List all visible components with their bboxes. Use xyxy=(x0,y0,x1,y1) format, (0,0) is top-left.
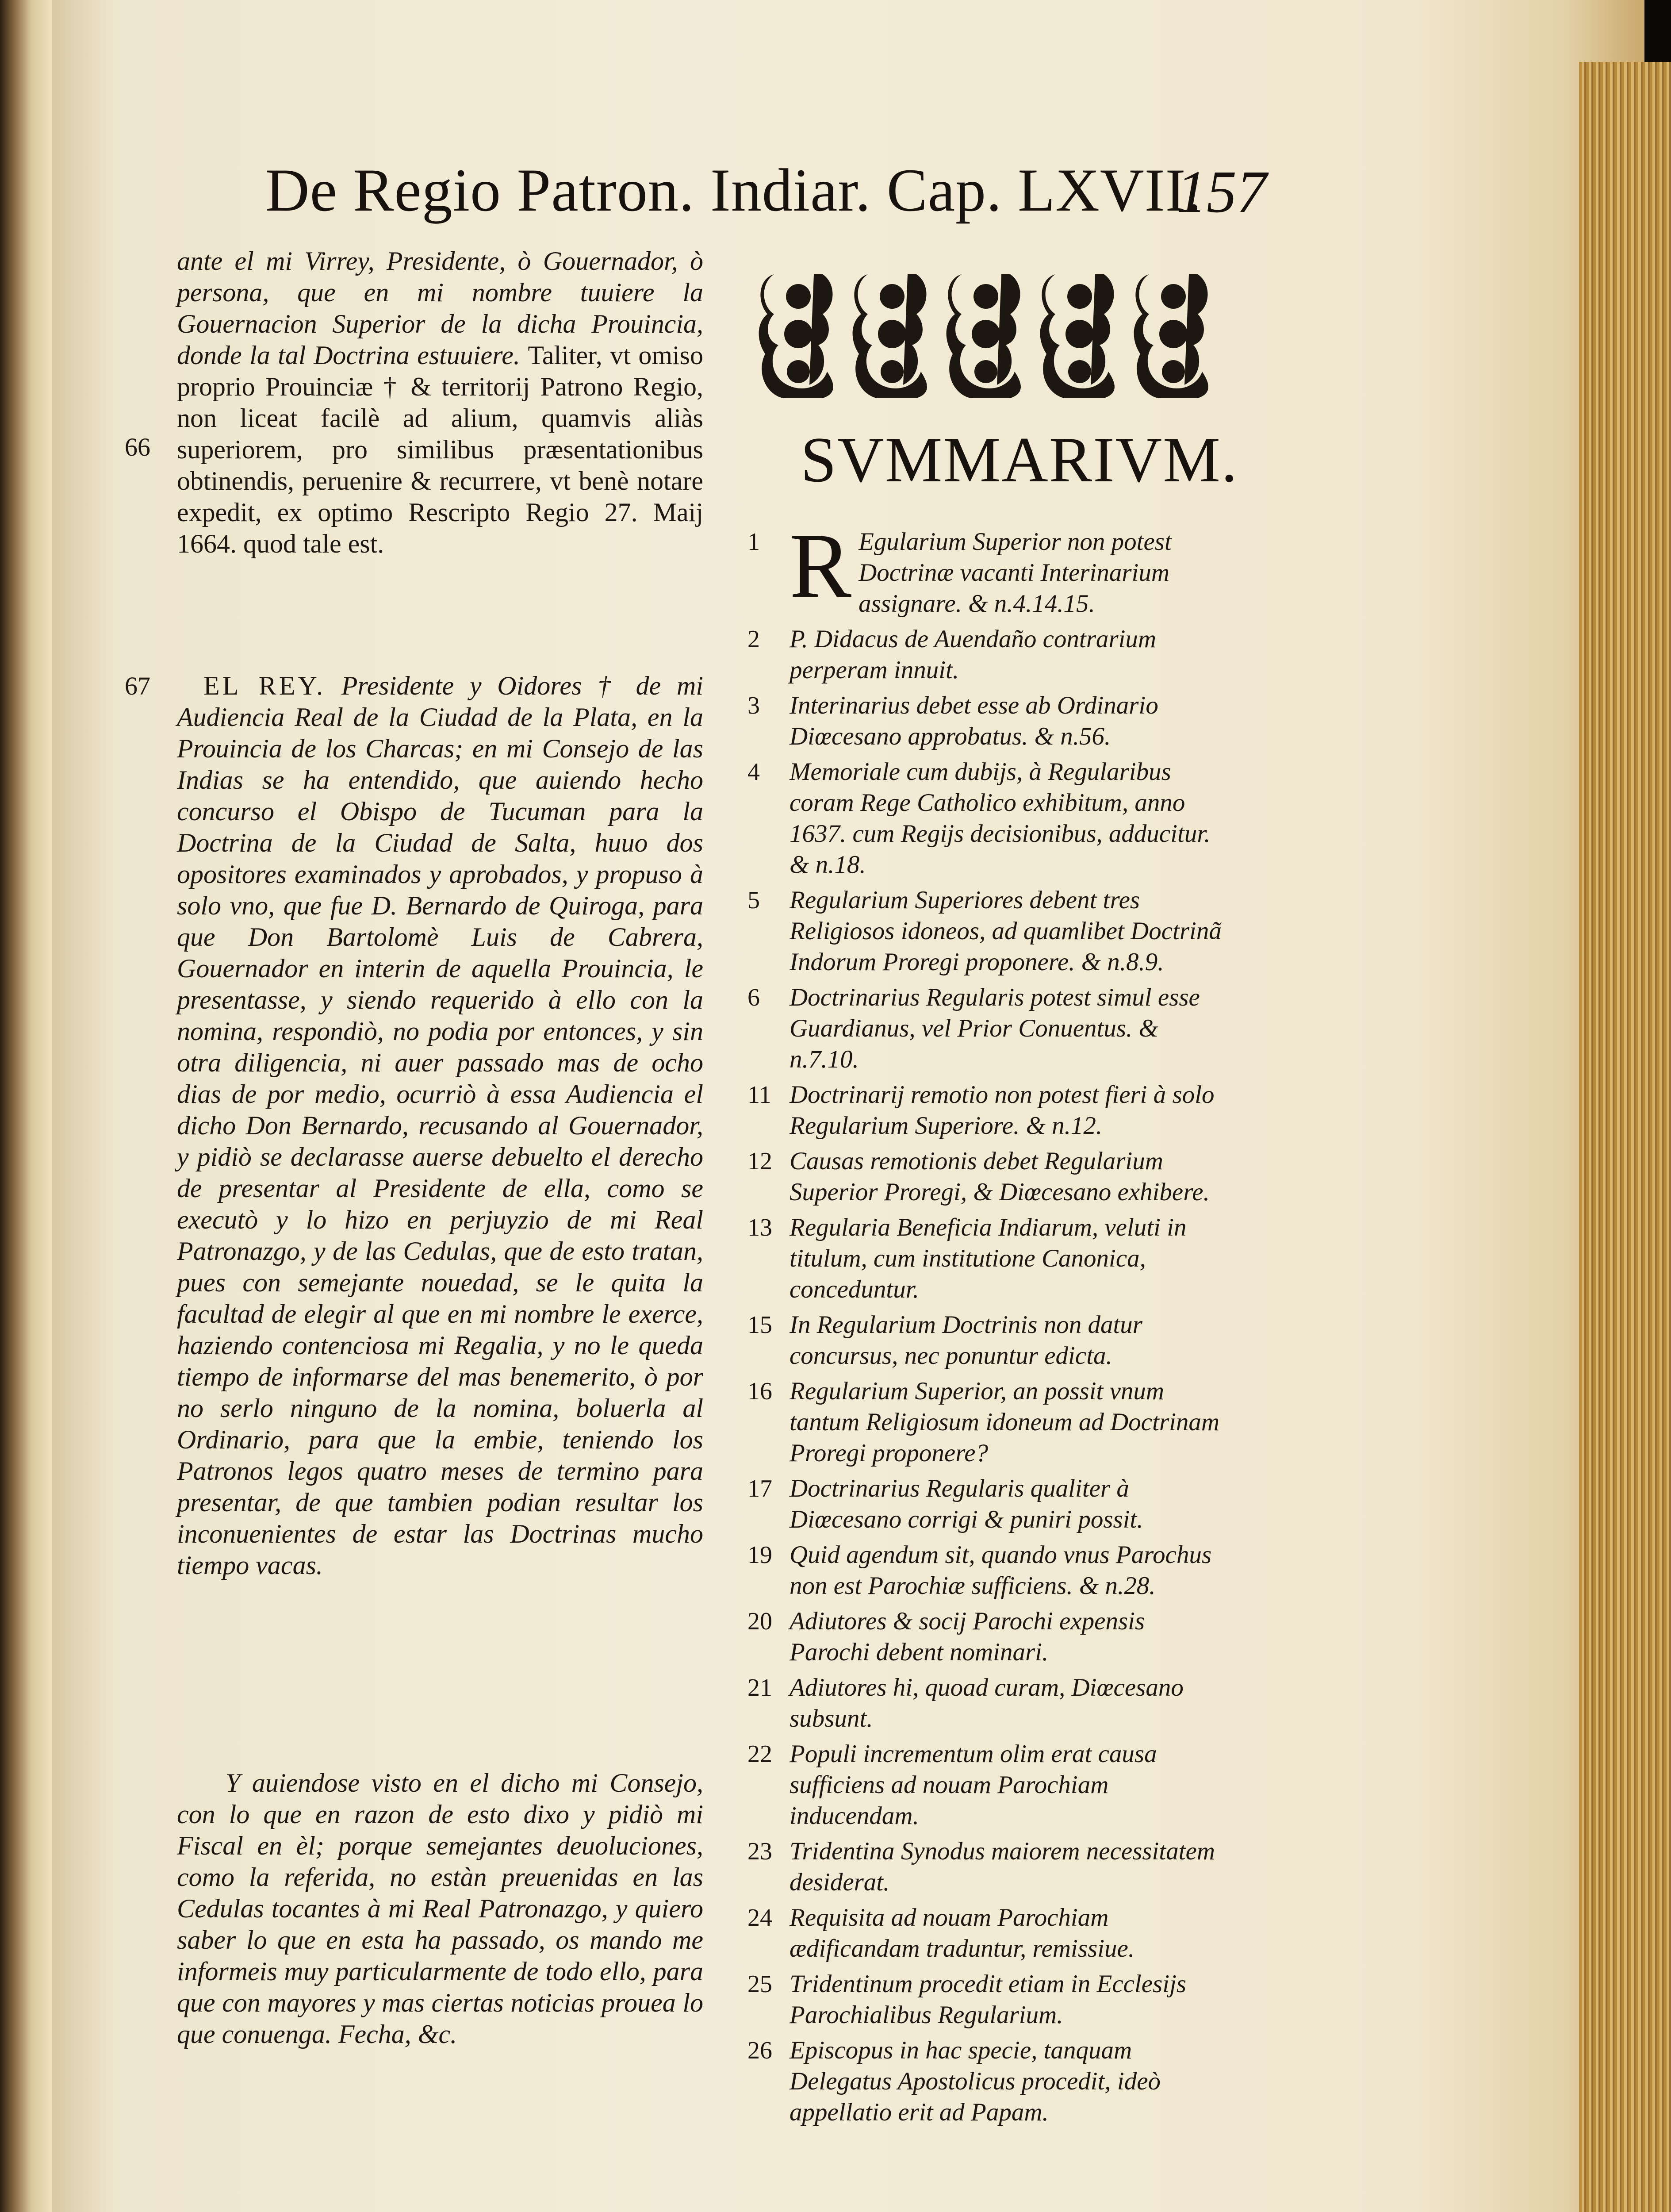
summary-item xyxy=(747,1146,1230,1208)
summary-item-number: 25 xyxy=(747,1970,772,1998)
running-head xyxy=(265,155,1305,226)
drop-cap: R xyxy=(790,515,852,617)
marginal-number-67: 67 xyxy=(125,672,150,700)
summary-item-text: Memoriale cum dubijs, à Regularibus coram Rege Catholico exhibitum, anno 1637. cum Regijs decisionibus, adducitur. & n.18. xyxy=(790,758,1211,879)
summary-item-number: 13 xyxy=(747,1214,772,1241)
summary-item-text: Doctrinarij remotio non potest fieri à solo Regularium Superiore. & n.12. xyxy=(790,1081,1215,1140)
summary-item xyxy=(747,690,1230,752)
summary-item-number: 6 xyxy=(747,984,760,1011)
summary-item-text: Episcopus in hac specie, tanquam Delegatus Apostolicus procedit, ideò appellatio erit ad Papam. xyxy=(790,2036,1161,2126)
summary-item xyxy=(747,1473,1230,1535)
summary-item xyxy=(747,1969,1230,2031)
el-rey-heading: EL REY. xyxy=(203,671,326,700)
running-head-title: De Regio Patron. Indiar. Cap. LXVII. xyxy=(265,156,1202,224)
page-fore-edge xyxy=(1579,62,1671,2212)
summary-item xyxy=(747,2035,1230,2128)
paragraph-2-text: Presidente y Oidores † de mi Audiencia Real de la Ciudad de la Plata, en la Prouincia de los Charcas; en mi Consejo de las Indias se ha entendido, que auiendo hecho concurso el Obispo de Tucuman para la Doctrina de la Ciudad de Salta, huuo dos opositores examinados y aprobados, y propuso à solo vno, que fue D. Bernardo de Quiroga, para que Don Bartolomè Luis de Cabrera, Gouernador en interin de aquella Prouincia, le presentasse, y siendo requerido à ello con la nomina, respondiò, no podia por entonces, y sin otra diligencia, ni auer passado mas de ocho dias de por medio, ocurriò à essa Audiencia el dicho Don Bernardo, recusando al Gouernador, y pidiò se declarasse auerse debuelto el derecho de presentar al Presidente de ella, como se executò y lo hizo en perjuyzio de mi Real Patronazgo, y de las Cedulas, que de esto tratan, pues con semejante nouedad, se le quita la facultad de elegir al que en mi nombre le exerce, haziendo contenciosa mi Regalia, y no le queda tiempo de informarse del mas benemerito, ò por no serlo ninguno de la nomina, boluerla al Ordinario, para que la embie, teniendo los Patronos legos quatro meses de termino para presentar, de que tambien podian resultar los inconuenientes de estar las Doctrinas mucho tiempo vacas. xyxy=(177,671,704,1580)
summary-item xyxy=(747,1836,1230,1898)
summary-item xyxy=(747,1212,1230,1305)
summary-item xyxy=(747,982,1230,1075)
summary-item-number: 11 xyxy=(747,1081,771,1109)
summary-item xyxy=(747,1310,1230,1371)
summary-item-text: Doctrinarius Regularis potest simul esse Guardianus, vel Prior Conuentus. & n.7.10. xyxy=(790,983,1200,1073)
summary-item-number: 3 xyxy=(747,692,760,719)
summary-item xyxy=(747,1739,1230,1832)
summary-item-text: Regularium Superiores debent tres Religiosos idoneos, ad quamlibet Doctrinã Indorum Proregi proponere. & n.8.9. xyxy=(790,886,1222,976)
summary-item xyxy=(747,1376,1230,1469)
summary-item-number: 17 xyxy=(747,1475,772,1502)
summary-item-text: Doctrinarius Regularis qualiter à Diœcesano corrigi & puniri possit. xyxy=(790,1475,1143,1533)
summary-item-number: 23 xyxy=(747,1838,772,1865)
summary-item xyxy=(747,1540,1230,1601)
summary-item-number: 5 xyxy=(747,887,760,914)
summary-item-number: 26 xyxy=(747,2037,772,2064)
summary-item-text: Tridentina Synodus maiorem necessitatem desiderat. xyxy=(790,1837,1215,1896)
paragraph-1 xyxy=(125,246,704,560)
paragraph-1-spanish: ante el mi Virrey, Presidente, ò Gouernador, ò persona, que en mi nombre tuuiere la Gouernacion Superior de la dicha Prouincia, donde la tal Doctrina estuuiere. xyxy=(177,246,703,370)
summarium-title: SVMMARIVM. xyxy=(801,424,1238,495)
summary-item xyxy=(747,1606,1230,1668)
ornament-band xyxy=(752,265,1230,403)
summary-item-text: Egularium Superior non potest Doctrinæ vacanti Interinarium assignare. & n.4.14.15. xyxy=(858,528,1172,618)
summary-item-number: 21 xyxy=(747,1674,772,1701)
summary-item-text: In Regularium Doctrinis non datur concursus, nec ponuntur edicta. xyxy=(790,1311,1142,1370)
summary-item-text: Causas remotionis debet Regularium Superior Proregi, & Diœcesano exhibere. xyxy=(790,1147,1210,1206)
summary-item xyxy=(747,1672,1230,1734)
summary-item-text: Tridentinum procedit etiam in Ecclesijs Parochialibus Regularium. xyxy=(790,1970,1187,2029)
summary-item-number: 22 xyxy=(747,1740,772,1768)
summary-item-number: 1 xyxy=(747,528,760,556)
summary-item xyxy=(747,1079,1230,1141)
summary-item-number: 16 xyxy=(747,1378,772,1405)
summary-item-text: P. Didacus de Auendaño contrarium perperam innuit. xyxy=(790,625,1157,684)
paragraph-2 xyxy=(125,670,704,1581)
paragraph-1-latin: Taliter, vt omiso proprio Prouinciæ † & territorij Patrono Regio, non liceat facilè ad alium, quamvis aliàs superiorem, pro similibus præsentationibus obtinendis, peruenire & recurrere, vt benè notare expedit, ex optimo Rescripto Regio 27. Maij 1664. quod tale est. xyxy=(177,341,704,558)
summary-item-text: Adiutores & socij Parochi expensis Parochi debent nominari. xyxy=(790,1607,1145,1666)
summary-item xyxy=(747,757,1230,880)
summary-item-number: 4 xyxy=(747,758,760,786)
summary-item-text: Interinarius debet esse ab Ordinario Diœcesano approbatus. & n.56. xyxy=(790,691,1158,750)
left-page-edge xyxy=(0,0,52,2212)
summary-item-number: 20 xyxy=(747,1608,772,1635)
marginal-number-66: 66 xyxy=(125,433,150,461)
summary-item xyxy=(747,1902,1230,1964)
summary-item-text: Requisita ad nouam Parochiam ædificandam traduntur, remissiue. xyxy=(790,1904,1135,1962)
summary-item-text: Regularia Beneficia Indiarum, veluti in titulum, cum institutione Canonica, conceduntur. xyxy=(790,1214,1187,1303)
summary-item-text: Adiutores hi, quoad curam, Diœcesano subsunt. xyxy=(790,1674,1184,1732)
summary-item-number: 2 xyxy=(747,626,760,653)
summarium-list xyxy=(747,515,1230,2132)
page-number: 157 xyxy=(1177,159,1267,225)
summary-item-number: 12 xyxy=(747,1148,772,1175)
left-column xyxy=(125,246,704,2049)
paragraph-3: Y auiendose visto en el dicho mi Consejo, con lo que en razon de esto dixo y pidiò mi Fiscal en èl; porque semejantes deuoluciones, como la referida, no estàn preuenidas en las Cedulas tocantes à mi Real Patronazgo, y quiero saber lo que en esta ha passado, os mando me informeis muy particularmente de todo ello, para que con mayores y mas ciertas noticias prouea lo que conuenga. Fecha, &c. xyxy=(177,1768,703,2049)
summary-item xyxy=(747,515,1230,619)
summary-item-text: Populi incrementum olim erat causa sufficiens ad nouam Parochiam inducendam. xyxy=(790,1740,1157,1830)
summary-item-text: Regularium Superior, an possit vnum tantum Religiosum idoneum ad Doctrinam Proregi proponere? xyxy=(790,1377,1220,1467)
summary-item xyxy=(747,885,1230,978)
summary-item-text: Quid agendum sit, quando vnus Parochus non est Parochiæ sufficiens. & n.28. xyxy=(790,1541,1212,1600)
summary-item-number: 15 xyxy=(747,1311,772,1339)
summary-item-number: 19 xyxy=(747,1541,772,1569)
summary-item xyxy=(747,624,1230,686)
summary-item-number: 24 xyxy=(747,1904,772,1932)
